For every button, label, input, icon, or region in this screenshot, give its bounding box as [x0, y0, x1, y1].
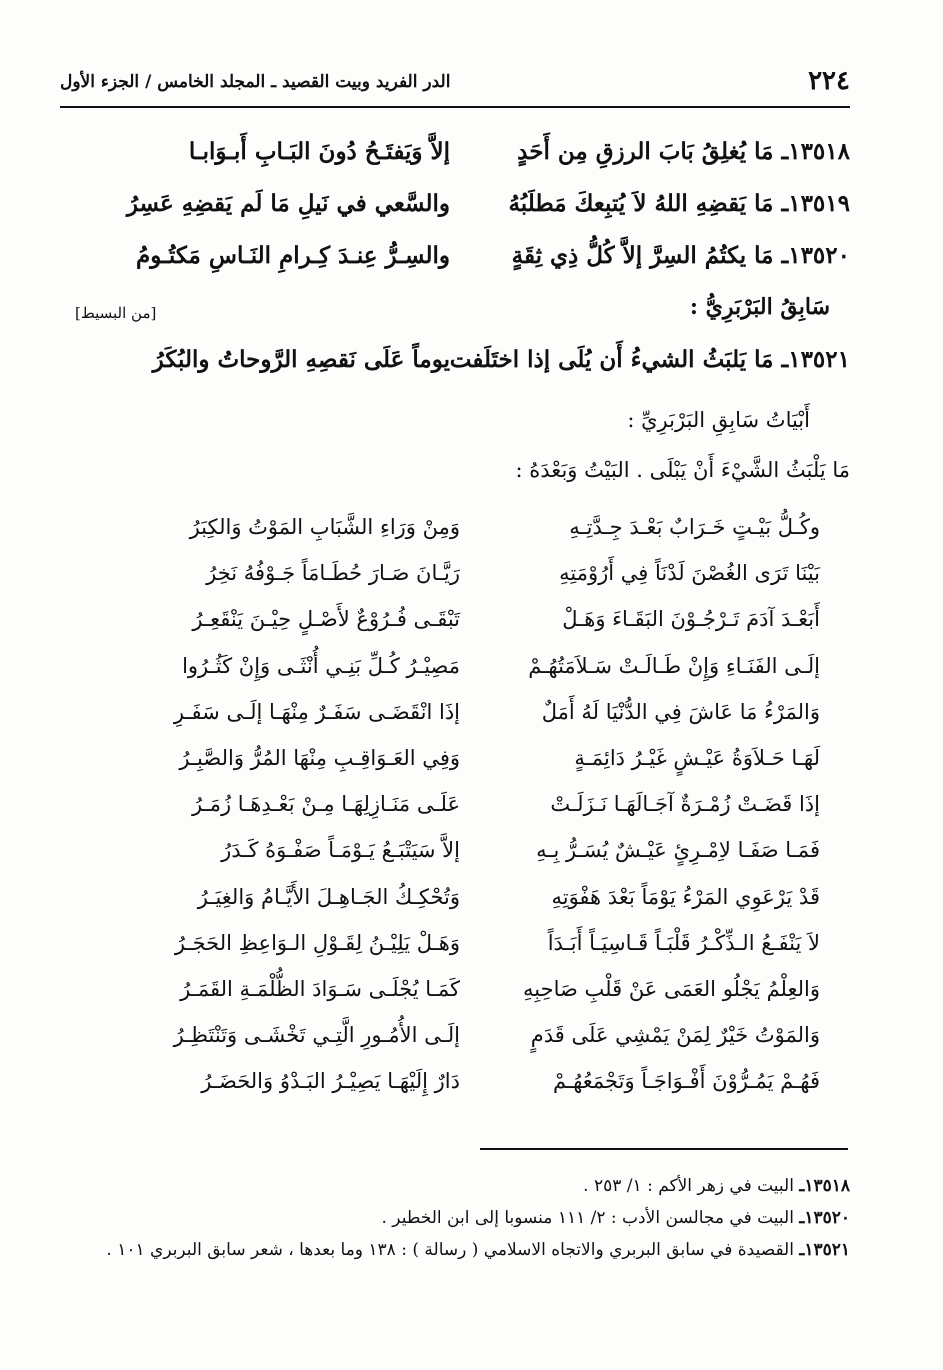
poem-row [60, 561, 850, 607]
verse-second-hemistich: إلاَّ وَيَفتَـحُ دُونَ البَـابِ أَبـوَابـا [188, 138, 450, 165]
poem-first-hemistich: وَالعِلْمُ يَجْلُو العَمَى عَنْ قَلْبِ صَاحِبِهِ [523, 976, 820, 1001]
poem-second-hemistich: رَيَّـانَ صَـارَ حُطَـامَاً جَـوْفُهُ نَخِرُ [206, 561, 460, 586]
poem-row [60, 1023, 850, 1069]
poem-second-hemistich: وَفِي العَـوَاقِـبِ مِنْهَا المُرُّ وَالصَّبِـرُ [179, 745, 460, 770]
poem-second-hemistich: تَبْقَـى فُـرُوْعٌ لأَصْـلٍ حِيْـنَ يَنْقَعِـرُ [192, 607, 460, 632]
poem-block [60, 515, 850, 1115]
verse-row [60, 242, 850, 294]
poem-second-hemistich: وَتُحْكِـكُ الجَـاهِـلَ الأَيَّـامُ وَالغِيَـرُ [197, 884, 460, 909]
poem-first-hemistich: وكُـلُّ بَيْـتٍ خَـرَابٌ بَعْـدَ جِـدَّتِـهِ [569, 515, 820, 539]
footnote-divider [480, 1148, 848, 1150]
poem-second-hemistich: وَهَـلْ يَلِيْـنُ لِقَـوْلِ الـوَاعِظِ الحَجَـرُ [174, 930, 460, 955]
poem-first-hemistich: لاَ يَنْفَـعُ الـذِّكْـرُ قَلْبَـاً قَـاسِيَـاً أَبَـدَاً [547, 930, 820, 955]
footnote-number: ١٣٥٢٠ـ [799, 1208, 850, 1228]
poem-second-hemistich: إلاَّ سَيَتْبَـعُ يَـوْمَـاً صَفْـوَهُ كَـدَرُ [221, 838, 460, 863]
poem-row [60, 931, 850, 977]
poem-row [60, 700, 850, 746]
poet-name: سَابِقُ البَرْبَرِيُّ : [689, 294, 830, 320]
footnote-text: القصيدة في سابق البربري والاتجاه الاسلامي ( رسالة ) : ١٣٨ وما بعدها ، شعر سابق البربري ١٠١ . [106, 1240, 794, 1260]
verse-first-hemistich: ١٣٥٢٠ـ مَا يكتُمُ السِرَّ إلاَّ كُلُّ ذِي ثِقَةٍ [511, 242, 850, 269]
poem-first-hemistich: فَمَـا صَفَـا لاِمْـرِئٍ عَيْـشٌ يُسَـرُّ بِـهِ [536, 838, 820, 863]
poem-first-hemistich: أَبَعْـدَ آدَمَ تَـرْجُـوْنَ البَقَـاءَ وَهَـلْ [562, 607, 820, 632]
footnote-text: البيت في مجالسن الأدب : ٢/ ١١١ منسوبا إلى ابن الخطير . [381, 1208, 794, 1228]
poem-first-hemistich: إلَـى الفَنَـاءِ وَإِنْ طَـالَـتْ سَـلاَمَتُهُـمْ [528, 653, 820, 678]
footnote [70, 1170, 850, 1202]
page-header [60, 62, 850, 108]
poem-second-hemistich: دَارٌ إِلَيْهَـا يَصِيْـرُ البَـدْوُ وَالحَضَـرُ [201, 1069, 460, 1094]
intro-line: مَا يَلْبَثُ الشَّيْءَ أَنْ يَبْلَى . البَيْتُ وَبَعْدَهُ : [515, 458, 850, 482]
poem-intro [60, 408, 850, 508]
poem-first-hemistich: وَالمَوْتُ خَيْرٌ لِمَنْ يَمْشِي عَلَى قَدَمٍ [530, 1023, 820, 1048]
poem-row [60, 1069, 850, 1115]
footnote-number: ١٣٥١٨ـ [799, 1176, 850, 1196]
footnote [70, 1234, 850, 1266]
poem-row [60, 792, 850, 838]
meter-label: [من البسيط] [75, 304, 157, 322]
verse-second-hemistich: والسِـرُّ عِنـدَ كِـرامِ النَـاسِ مَكتُـومُ [136, 242, 450, 269]
bold-verses-block [60, 138, 850, 398]
footnotes-block [70, 1170, 850, 1266]
page-number: ٢٢٤ [808, 66, 850, 96]
footnote-text: البيت في زهر الأكم : ١/ ٢٥٣ . [583, 1176, 794, 1196]
poem-second-hemistich: وَمِنْ وَرَاءِ الشَّبَابِ المَوْتُ وَالكِبَرُ [189, 515, 460, 539]
intro-line: أَبْيَاتُ سَابِقِ البَرْبَرِيِّ : [627, 408, 810, 432]
running-title: الدر الفريد وبيت القصيد ـ المجلد الخامس / الجزء الأول [60, 72, 451, 92]
verse-second-hemistich: والسَّعي في نَيلِ مَا لَم يَقضِهِ عَسِرُ [126, 190, 450, 217]
poet-row [60, 294, 850, 346]
poem-second-hemistich: إلَـى الأُمُـورِ الَّتِـي تَخْشَـى وَتَنْتَظِـرُ [173, 1023, 460, 1048]
footnote [70, 1202, 850, 1234]
verse-first-hemistich: ١٣٥١٩ـ مَا يَقضِهِ اللهُ لاَ يُتبِعكَ مَطلَبُهُ [508, 190, 850, 217]
poem-second-hemistich: عَلَـى مَنَـازِلِهَـا مِـنْ بَعْـدِهَـا زُمَـرُ [191, 792, 460, 817]
poem-first-hemistich: قَدْ يَرْعَوِي المَرْءُ يَوْمَاً بَعْدَ هَفْوَتِهِ [551, 884, 820, 909]
poem-row [60, 515, 850, 561]
verse-row [60, 346, 850, 398]
poem-row [60, 746, 850, 792]
verse-first-hemistich: ١٣٥٢١ـ مَا يَلبَثُ الشيءُ أَن يُلَى إذا اختَلَفت [449, 346, 850, 373]
poem-row [60, 838, 850, 884]
poem-first-hemistich: إذَا قَضَـتْ زُمْـرَةٌ آجَـالَهَـا نَـزَلَـتْ [550, 792, 820, 817]
poem-first-hemistich: فَهُـمْ يَمُـرُّوْنَ أَفْـوَاجَـاً وَتَجْمَعُهُـمْ [552, 1069, 820, 1094]
poem-row [60, 654, 850, 700]
poem-first-hemistich: وَالمَرْءُ مَا عَاشَ فِي الدُّنْيَا لَهُ أَمَلٌ [541, 699, 820, 724]
poem-first-hemistich: لَهَـا حَـلاَوَةُ عَيْـشٍ غَيْـرُ دَائِمَـةٍ [574, 745, 820, 770]
poem-row [60, 885, 850, 931]
verse-second-hemistich: يوماً عَلَى نَقصِهِ الرَّوحاتُ والبُكَرُ [152, 346, 450, 373]
poem-second-hemistich: مَصِيْـرُ كُـلِّ بَنِـي أُنْثَـى وَإِنْ كَثُـرُوا [182, 653, 460, 678]
poem-first-hemistich: بَيْنَا تَرَى الغُصْنَ لَدْنَاً فِي أَرُوْمَتِهِ [559, 561, 820, 586]
verse-row [60, 138, 850, 190]
verse-row [60, 190, 850, 242]
footnote-number: ١٣٥٢١ـ [799, 1240, 850, 1260]
poem-second-hemistich: إذَا انْقَضَـى سَفَـرٌ مِنْهَـا إلَـى سَفَـرِ [173, 699, 460, 724]
verse-first-hemistich: ١٣٥١٨ـ مَا يُغلِقُ بَابَ الرزقِ مِن أَحَدٍ [517, 138, 850, 165]
poem-row [60, 607, 850, 653]
poem-second-hemistich: كَمَـا يُجْلَـى سَـوَادَ الظُّلْمَـةِ القَمَـرُ [180, 976, 460, 1001]
poem-row [60, 977, 850, 1023]
